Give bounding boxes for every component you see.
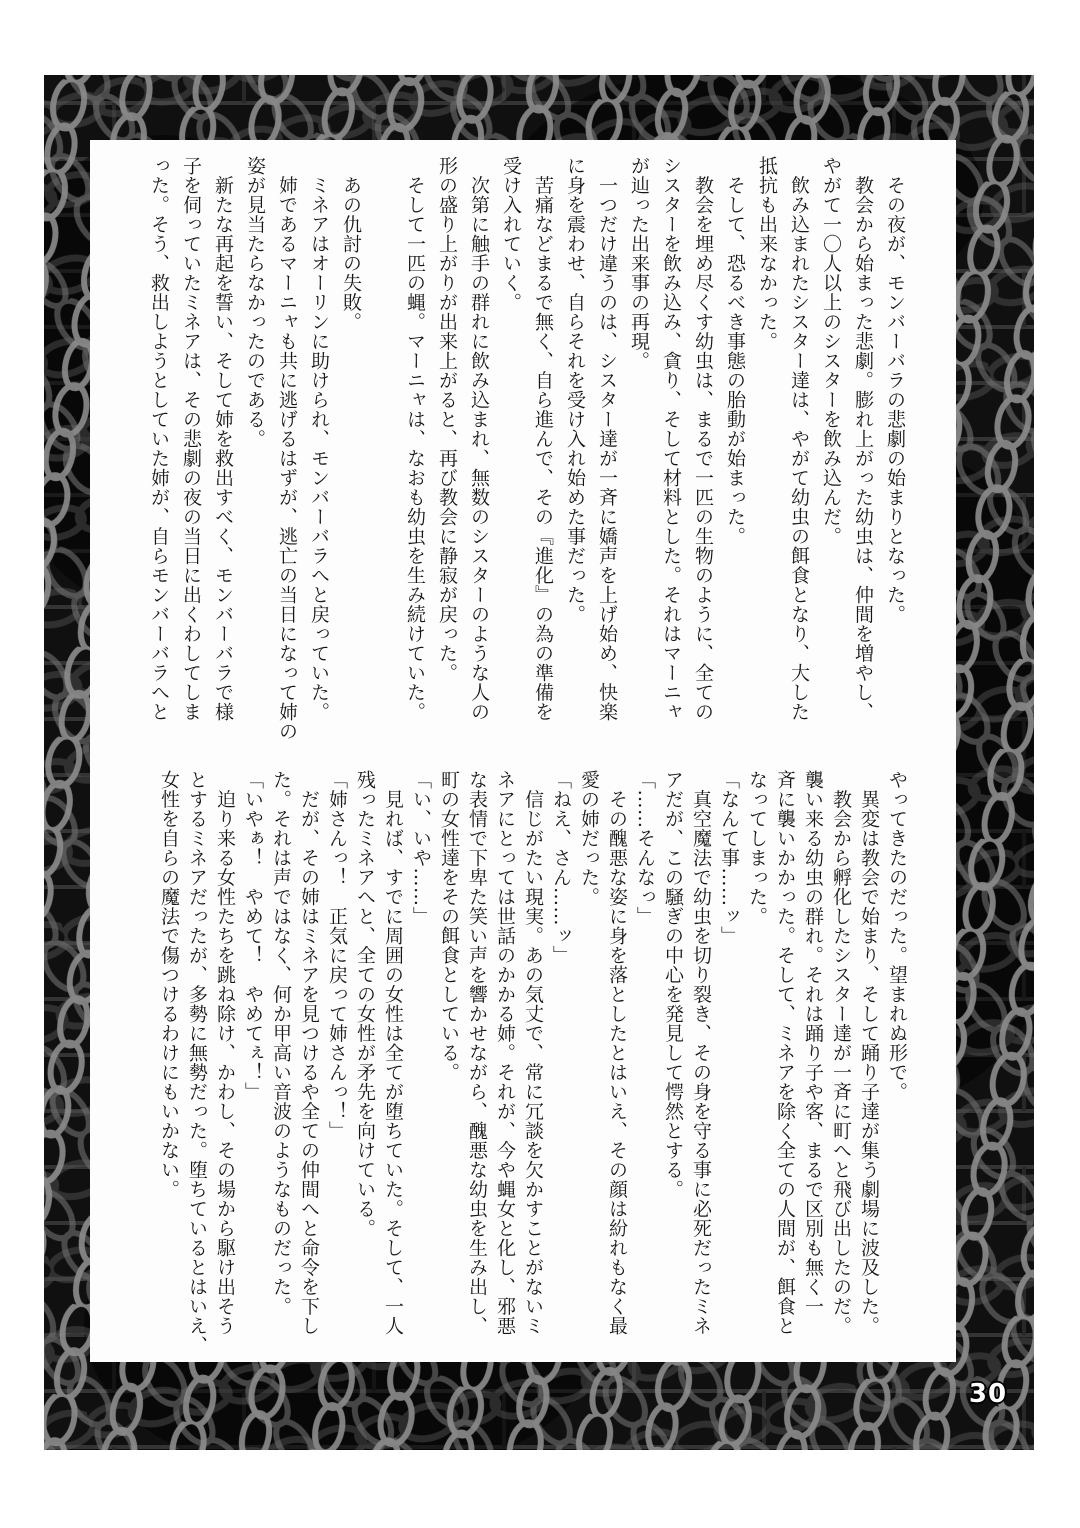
- text-column: 「……そんなっ」: [634, 770, 656, 926]
- text-column: 一つだけ違うのは、シスター達が一斉に嬌声を上げ始め、快楽: [596, 156, 618, 722]
- text-column: その醜悪な姿に身を落としたとはいえ、その顔は紛れもなく最: [606, 770, 628, 1336]
- text-column: だが、その姉はミネアを見つけるや全ての仲間へと命令を下し: [298, 770, 320, 1336]
- text-column: 信じがたい現実。あの気丈で、常に冗談を欠かすことがないミ: [522, 770, 544, 1336]
- text-column: 「いやぁ！ やめて！ やめてぇ！」: [242, 770, 264, 1102]
- story-text-top: [143, 156, 911, 748]
- text-column: 教会から孵化したシスター達が一斉に町へと飛び出したのだ。: [830, 770, 852, 1336]
- text-column: 町の女性達をその餌食としている。: [438, 770, 460, 1082]
- text-column: 受け入れていく。: [500, 156, 522, 312]
- text-column: 真空魔法で幼虫を切り裂き、その身を守る事に必死だったミネ: [690, 770, 712, 1336]
- text-column: 苦痛などまるで無く、自ら進んで、その『進化』の為の準備を: [532, 156, 554, 722]
- text-column: やってきたのだった。望まれぬ形で。: [886, 770, 908, 1102]
- text-column: な表情で下卑た笑い声を響かせながら、醜悪な幼虫を生み出し、: [466, 770, 488, 1336]
- page-number: 30: [968, 1379, 1008, 1409]
- text-column: その夜が、モンバーバラの悲劇の始まりとなった。: [884, 156, 906, 624]
- text-column: 新たな再起を誓い、そして姉を救出すべく、モンバーバラで様: [212, 156, 234, 722]
- text-column: とするミネアだったが、多勢に無勢だった。堕ちているとはいえ、: [186, 770, 208, 1355]
- text-column: 迫り来る女性たちを跳ね除け、かわし、その場から駆け出そう: [214, 770, 236, 1336]
- text-column: 教会を埋め尽くす幼虫は、まるで一匹の生物のように、全ての: [692, 156, 714, 722]
- text-column: 子を伺っていたミネアは、その悲劇の夜の当日に出くわしてしま: [180, 156, 202, 722]
- text-column: なってしまった。: [746, 770, 768, 926]
- text-column: 襲い来る幼虫の群れ。それは踊り子や客、まるで区別も無く一: [802, 770, 824, 1316]
- text-column: [367, 156, 399, 748]
- text-column: 女性を自らの魔法で傷つけるわけにもいかない。: [158, 770, 180, 1199]
- text-column: やがて一〇人以上のシスターを飲み込んだ。: [820, 156, 842, 546]
- story-paper: [90, 140, 956, 1362]
- text-column: 形の盛り上がりが出来上がると、再び教会に静寂が戻った。: [436, 156, 458, 683]
- text-column: が辿った出来事の再現。: [628, 156, 650, 371]
- text-column: そして、恐るべき事態の胎動が始まった。: [724, 156, 746, 546]
- text-column: シスターを飲み込み、貪り、そして材料とした。それはマーニャ: [660, 156, 682, 722]
- text-column: 次第に触手の群れに飲み込まれ、無数のシスターのような人の: [468, 156, 490, 722]
- text-column: 異変は教会で始まり、そして踊り子達が集う劇場に波及した。: [858, 770, 880, 1336]
- text-column: 姿が見当たらなかったのである。: [244, 156, 266, 449]
- text-column: ネアにとっては世話のかかる姉。それが、今や蝿女と化し、邪悪: [494, 770, 516, 1336]
- text-column: 教会から始まった悲劇。膨れ上がった幼虫は、仲間を増やし、: [852, 156, 874, 722]
- text-column: 飲み込まれたシスター達は、やがて幼虫の餌食となり、大した: [788, 156, 810, 722]
- text-column: 「い、いや……」: [410, 770, 432, 926]
- text-column: った。そう、救出しようとしていた姉が、自らモンバーバラへと: [148, 156, 170, 722]
- text-column: 「ねえ、さん……ッ」: [550, 770, 572, 965]
- chain-art-frame: [44, 75, 1034, 1450]
- text-column: 斉に襲いかかった。そして、ミネアを除く全ての人間が、餌食と: [774, 770, 796, 1336]
- text-column: ミネアはオーリンに助けられ、モンバーバラへと戻っていた。: [308, 156, 330, 722]
- text-column: そして一匹の蝿。マーニャは、なおも幼虫を生み続けていた。: [404, 156, 426, 722]
- text-column: た。それは声ではなく、何か甲高い音波のようなものだった。: [270, 770, 292, 1316]
- text-column: アだが、この騒ぎの中心を発見して愕然とする。: [662, 770, 684, 1199]
- text-column: 姉であるマーニャも共に逃げるはずが、逃亡の当日になって姉の: [276, 156, 298, 741]
- text-column: 愛の姉だった。: [578, 770, 600, 907]
- text-column: 「なんて事……ッ」: [718, 770, 740, 946]
- text-column: あの仇討の失敗。: [340, 156, 362, 332]
- text-column: に身を震わせ、自らそれを受け入れ始めた事だった。: [564, 156, 586, 624]
- text-column: 「姉さんっ！ 正気に戻って姉さんっ！」: [326, 770, 348, 1141]
- story-text-bottom: [155, 770, 911, 1362]
- text-column: 見れば、すでに周囲の女性は全てが堕ちていた。そして、一人: [382, 770, 404, 1336]
- text-column: 残ったミネアへと、全ての女性が矛先を向けている。: [354, 770, 376, 1238]
- text-column: 抵抗も出来なかった。: [756, 156, 778, 351]
